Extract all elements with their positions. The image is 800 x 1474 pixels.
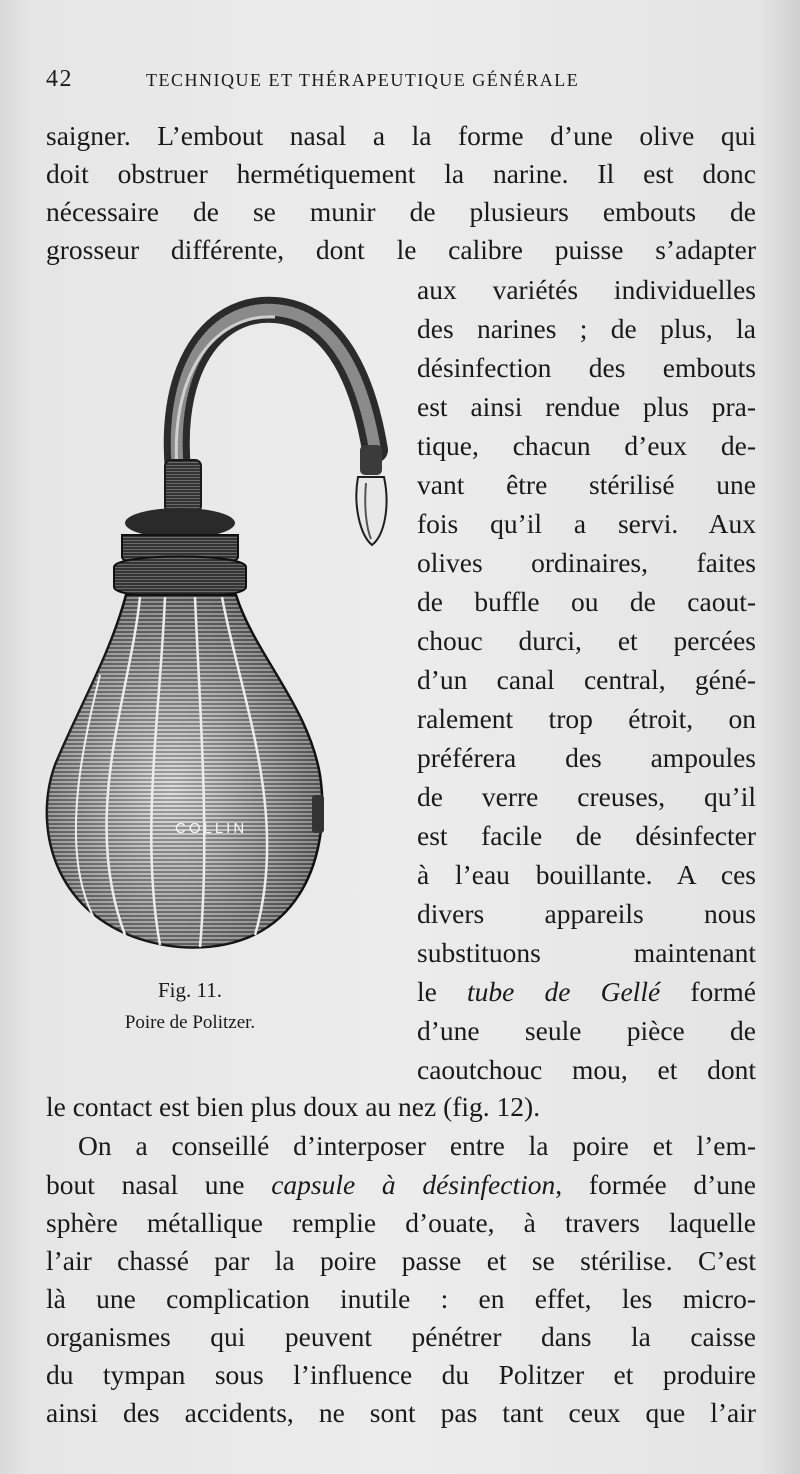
body-line: le contact est bien plus doux au nez (fig. 12).	[46, 1091, 541, 1122]
body-line: nécessaire de se munir de plusieurs embouts de	[46, 196, 756, 227]
capsule-term: capsule à désinfection	[271, 1169, 556, 1200]
engraved-brand: COLLIN	[175, 820, 248, 837]
side-line: désinfection des embouts	[417, 352, 756, 383]
body-line: du tympan sous l’influence du Politzer et produire	[46, 1359, 756, 1390]
side-line: aux variétés individuelles	[417, 274, 756, 305]
figure-caption: Poire de Politzer.	[124, 1012, 256, 1033]
side-line: substituons maintenant	[417, 937, 756, 968]
side-line: ralement trop étroit, on	[417, 703, 756, 734]
side-line: est facile de désinfecter	[417, 820, 756, 851]
body-line: sphère métallique remplie d’ouate, à travers laquelle	[46, 1207, 756, 1238]
side-line: d’une seule pièce de	[417, 1015, 756, 1046]
side-line: des narines ; de plus, la	[417, 313, 756, 344]
body-line: doit obstruer hermétiquement la narine. Il est donc	[46, 158, 756, 189]
page-number: 42	[46, 66, 73, 92]
running-title: TECHNIQUE ET THÉRAPEUTIQUE GÉNÉRALE	[146, 70, 580, 90]
side-line: fois qu’il a servi. Aux	[417, 508, 756, 539]
side-line: vant être stérilisé une	[417, 469, 756, 500]
side-line: chouc durci, et percées	[417, 625, 756, 656]
paragraph-start-line: On a conseillé d’interposer entre la poire et l’em-	[78, 1130, 756, 1161]
side-line: à l’eau bouillante. A ces	[417, 859, 756, 890]
body-line: ainsi des accidents, ne sont pas tant ceux que l’air	[46, 1397, 756, 1428]
body-line: l’air chassé par la poire passe et se stérilise. C’est	[46, 1245, 756, 1276]
tube-de-gelle-term: tube de Gellé	[467, 976, 661, 1007]
body-line: saigner. L’embout nasal a la forme d’une olive qui	[46, 120, 756, 151]
side-line-tube	[417, 973, 756, 1011]
side-line-tube-after: formé	[660, 976, 756, 1007]
figure-label: Fig. 11.	[158, 978, 222, 1002]
side-line: préférera des ampoules	[417, 742, 756, 773]
page-header	[46, 66, 756, 100]
capsule-line-before: bout nasal une	[46, 1169, 272, 1200]
body-line: grosseur différente, dont le calibre puisse s’adapter	[46, 234, 756, 265]
side-line: d’un canal central, géné-	[417, 664, 756, 695]
side-line: est ainsi rendue plus pra-	[417, 391, 756, 422]
body-line: organismes qui peuvent pénétrer dans la caisse	[46, 1321, 756, 1352]
side-line: caoutchouc mou, et dont	[417, 1054, 756, 1085]
side-line: tique, chacun d’eux de-	[417, 430, 756, 461]
side-line-tube-before: le	[417, 976, 467, 1007]
body-line: là une complication inutile : en effet, les micro-	[46, 1283, 756, 1314]
capsule-line-after: , formée d’une	[555, 1169, 757, 1200]
side-line: de buffle ou de caout-	[417, 586, 756, 617]
capsule-line	[46, 1166, 756, 1204]
side-line: de verre creuses, qu’il	[417, 781, 756, 812]
nasal-olive	[356, 477, 386, 545]
politzer-bulb-illustration	[40, 295, 400, 960]
side-line: divers appareils nous	[417, 898, 756, 929]
side-line: olives ordinaires, faites	[417, 547, 756, 578]
